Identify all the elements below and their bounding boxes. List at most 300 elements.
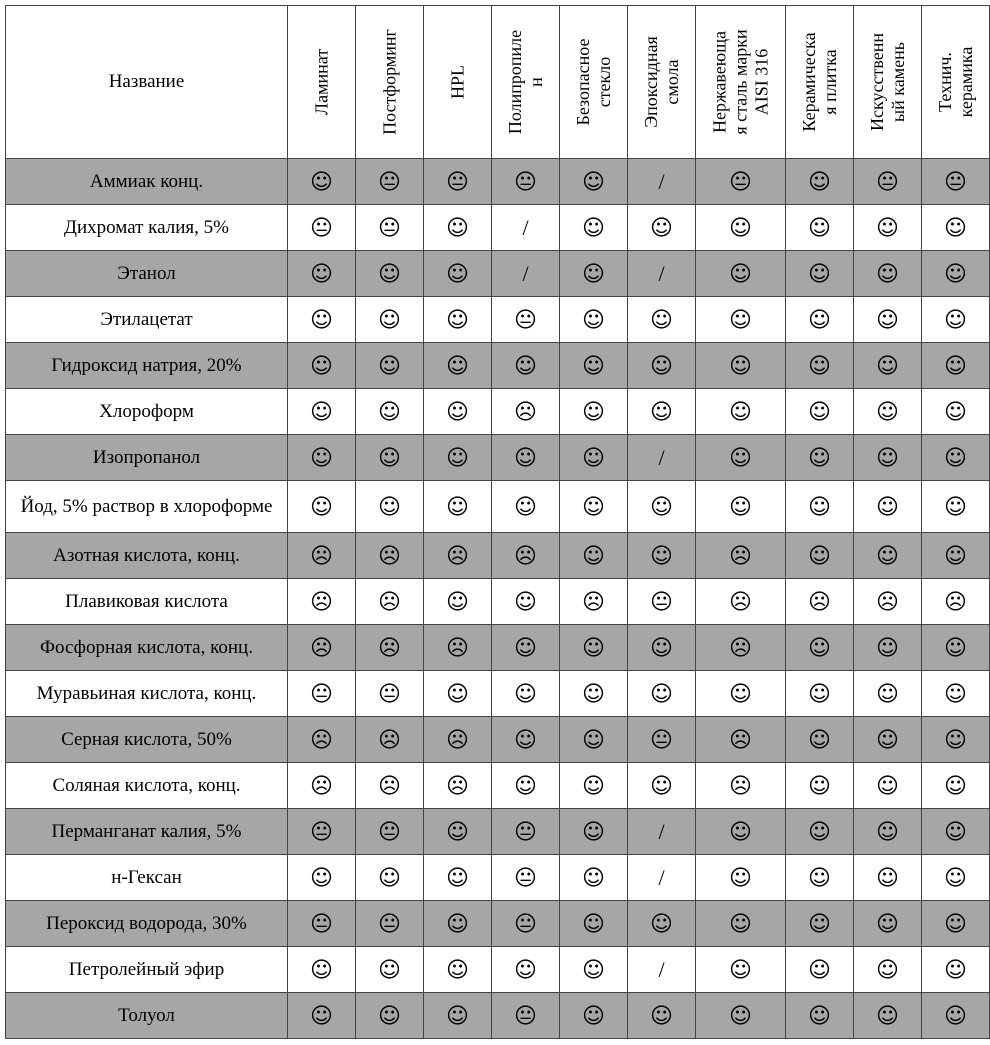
rating-cell [922,159,990,205]
smile-icon: ☺ [514,773,537,799]
material-header [356,6,424,159]
rating-cell [560,481,628,533]
smile-icon: ☺ [944,773,967,799]
smile-icon: ☺ [876,353,899,379]
not-applicable-mark: / [658,444,665,470]
smile-icon: ☺ [729,681,752,707]
material-header-label: Безопасное стекло [572,38,614,126]
smile-icon: ☺ [446,445,469,471]
smile-icon: ☺ [650,215,673,241]
smile-icon: ☺ [446,1003,469,1029]
rating-cell [356,625,424,671]
smile-icon: ☺ [944,957,967,983]
smile-icon: ☺ [808,169,831,195]
rating-cell [696,763,786,809]
smile-icon: ☺ [650,681,673,707]
rating-cell [696,625,786,671]
rating-cell [424,809,492,855]
smile-icon: ☺ [944,865,967,891]
smile-icon: ☺ [582,819,605,845]
neutral-face-icon: 😐 [729,169,752,195]
header-row [6,6,990,159]
frown-icon: ☹ [446,727,469,753]
rating-cell [288,389,356,435]
smile-icon: ☺ [582,261,605,287]
rating-cell [786,481,854,533]
rating-cell [786,993,854,1039]
rating-cell [288,205,356,251]
rating-cell [424,159,492,205]
rating-cell [492,671,560,717]
chemical-name: Дихромат калия, 5% [6,205,288,251]
rating-cell [424,251,492,297]
rating-cell [628,625,696,671]
rating-cell [560,993,628,1039]
smile-icon: ☺ [310,445,333,471]
rating-cell [854,671,922,717]
rating-cell [560,947,628,993]
rating-cell [560,717,628,763]
rating-cell [922,389,990,435]
smile-icon: ☺ [310,353,333,379]
chemical-name: н-Гексан [6,855,288,901]
smile-icon: ☺ [310,494,333,520]
frown-icon: ☹ [729,773,752,799]
smile-icon: ☺ [808,543,831,569]
table-row [6,763,990,809]
rating-cell [492,251,560,297]
frown-icon: ☹ [310,543,333,569]
rating-cell [786,625,854,671]
rating-cell [492,435,560,481]
rating-cell [854,389,922,435]
neutral-face-icon: 😐 [378,911,401,937]
rating-cell [492,901,560,947]
table-row [6,481,990,533]
rating-cell [628,159,696,205]
smile-icon: ☺ [310,399,333,425]
smile-icon: ☺ [650,635,673,661]
rating-cell [922,671,990,717]
neutral-face-icon: 😐 [378,215,401,241]
rating-cell [356,251,424,297]
frown-icon: ☹ [876,589,899,615]
rating-cell [356,901,424,947]
smile-icon: ☺ [446,681,469,707]
rating-cell [424,717,492,763]
rating-cell [424,671,492,717]
smile-icon: ☺ [650,773,673,799]
material-header [854,6,922,159]
rating-cell [288,717,356,763]
rating-cell [288,481,356,533]
smile-icon: ☺ [729,399,752,425]
neutral-face-icon: 😐 [650,589,673,615]
rating-cell [922,481,990,533]
smile-icon: ☺ [876,215,899,241]
table-row [6,205,990,251]
smile-icon: ☺ [446,215,469,241]
smile-icon: ☺ [944,307,967,333]
frown-icon: ☹ [582,589,605,615]
rating-cell [424,205,492,251]
rating-cell [492,297,560,343]
rating-cell [854,251,922,297]
smile-icon: ☺ [310,307,333,333]
rating-cell [628,763,696,809]
rating-cell [560,533,628,579]
rating-cell [922,533,990,579]
rating-cell [492,159,560,205]
not-applicable-mark: / [522,260,529,286]
smile-icon: ☺ [944,353,967,379]
rating-cell [288,297,356,343]
smile-icon: ☺ [808,445,831,471]
smile-icon: ☺ [944,215,967,241]
rating-cell [922,809,990,855]
rating-cell [356,159,424,205]
smile-icon: ☺ [876,819,899,845]
neutral-face-icon: 😐 [514,819,537,845]
rating-cell [628,481,696,533]
smile-icon: ☺ [729,957,752,983]
rating-cell [424,901,492,947]
frown-icon: ☹ [446,773,469,799]
frown-icon: ☹ [378,543,401,569]
rating-cell [786,901,854,947]
smile-icon: ☺ [876,445,899,471]
neutral-face-icon: 😐 [514,1003,537,1029]
rating-cell [628,855,696,901]
chemical-name: Муравьиная кислота, конц. [6,671,288,717]
rating-cell [560,625,628,671]
rating-cell [786,763,854,809]
smile-icon: ☺ [582,727,605,753]
smile-icon: ☺ [808,1003,831,1029]
smile-icon: ☺ [582,635,605,661]
rating-cell [288,251,356,297]
rating-cell [854,481,922,533]
rating-cell [696,901,786,947]
rating-cell [922,297,990,343]
smile-icon: ☺ [876,1003,899,1029]
smile-icon: ☺ [876,957,899,983]
table-row [6,993,990,1039]
rating-cell [786,435,854,481]
smile-icon: ☺ [446,911,469,937]
smile-icon: ☺ [808,261,831,287]
frown-icon: ☹ [514,543,537,569]
smile-icon: ☺ [446,957,469,983]
smile-icon: ☺ [876,399,899,425]
frown-icon: ☹ [729,543,752,569]
rating-cell [288,533,356,579]
smile-icon: ☺ [582,494,605,520]
rating-cell [356,763,424,809]
rating-cell [492,481,560,533]
smile-icon: ☺ [582,865,605,891]
smile-icon: ☺ [310,865,333,891]
rating-cell [424,763,492,809]
chemical-name: Фосфорная кислота, конц. [6,625,288,671]
chemical-name: Изопропанол [6,435,288,481]
rating-cell [628,389,696,435]
rating-cell [922,855,990,901]
frown-icon: ☹ [310,773,333,799]
rating-cell [492,809,560,855]
rating-cell [356,435,424,481]
rating-cell [424,533,492,579]
rating-cell [696,533,786,579]
smile-icon: ☺ [446,494,469,520]
smile-icon: ☺ [582,1003,605,1029]
rating-cell [356,993,424,1039]
chemical-name: Плавиковая кислота [6,579,288,625]
frown-icon: ☹ [446,635,469,661]
rating-cell [356,809,424,855]
smile-icon: ☺ [378,494,401,520]
frown-icon: ☹ [378,773,401,799]
smile-icon: ☺ [729,353,752,379]
rating-cell [356,343,424,389]
rating-cell [696,481,786,533]
rating-cell [424,343,492,389]
rating-cell [854,717,922,763]
smile-icon: ☺ [650,911,673,937]
not-applicable-mark: / [522,214,529,240]
rating-cell [492,579,560,625]
rating-cell [628,205,696,251]
smile-icon: ☺ [650,307,673,333]
rating-cell [854,435,922,481]
material-header [492,6,560,159]
smile-icon: ☺ [582,169,605,195]
rating-cell [288,855,356,901]
smile-icon: ☺ [446,261,469,287]
rating-cell [922,435,990,481]
smile-icon: ☺ [729,865,752,891]
smile-icon: ☺ [944,1003,967,1029]
rating-cell [628,251,696,297]
rating-cell [356,579,424,625]
smile-icon: ☺ [310,957,333,983]
name-column-header: Название [6,6,288,159]
neutral-face-icon: 😐 [378,681,401,707]
rating-cell [786,947,854,993]
rating-cell [288,993,356,1039]
rating-cell [356,855,424,901]
frown-icon: ☹ [310,727,333,753]
rating-cell [854,901,922,947]
rating-cell [696,717,786,763]
rating-cell [696,579,786,625]
rating-cell [356,481,424,533]
table-row [6,717,990,763]
rating-cell [356,297,424,343]
rating-cell [560,297,628,343]
not-applicable-mark: / [658,168,665,194]
rating-cell [424,481,492,533]
smile-icon: ☺ [514,727,537,753]
smile-icon: ☺ [729,911,752,937]
rating-cell [922,205,990,251]
smile-icon: ☺ [582,957,605,983]
table-body [6,159,990,1039]
chemical-name: Перманганат калия, 5% [6,809,288,855]
neutral-face-icon: 😐 [514,169,537,195]
smile-icon: ☺ [582,911,605,937]
rating-cell [628,533,696,579]
smile-icon: ☺ [446,589,469,615]
rating-cell [854,855,922,901]
smile-icon: ☺ [378,1003,401,1029]
rating-cell [492,717,560,763]
frown-icon: ☹ [310,589,333,615]
rating-cell [492,625,560,671]
smile-icon: ☺ [876,635,899,661]
rating-cell [854,579,922,625]
rating-cell [424,993,492,1039]
rating-cell [786,717,854,763]
table-row [6,389,990,435]
neutral-face-icon: 😐 [446,169,469,195]
smile-icon: ☺ [582,307,605,333]
rating-cell [560,763,628,809]
smile-icon: ☺ [514,494,537,520]
neutral-face-icon: 😐 [310,215,333,241]
smile-icon: ☺ [808,399,831,425]
rating-cell [560,809,628,855]
smile-icon: ☺ [310,261,333,287]
rating-cell [696,855,786,901]
material-header-label: Технич. керамика [934,46,976,118]
rating-cell [696,993,786,1039]
rating-cell [288,343,356,389]
chemical-name: Гидроксид натрия, 20% [6,343,288,389]
smile-icon: ☺ [808,635,831,661]
smile-icon: ☺ [650,1003,673,1029]
rating-cell [922,901,990,947]
table-row [6,159,990,205]
rating-cell [854,809,922,855]
rating-cell [356,671,424,717]
rating-cell [560,159,628,205]
smile-icon: ☺ [944,681,967,707]
rating-cell [560,205,628,251]
rating-cell [696,159,786,205]
table-row [6,671,990,717]
smile-icon: ☺ [729,1003,752,1029]
smile-icon: ☺ [876,261,899,287]
smile-icon: ☺ [514,589,537,615]
rating-cell [628,717,696,763]
rating-cell [560,901,628,947]
rating-cell [356,717,424,763]
frown-icon: ☹ [729,635,752,661]
rating-cell [356,389,424,435]
smile-icon: ☺ [378,957,401,983]
material-header-label: Полипропиле н [504,29,546,135]
rating-cell [854,763,922,809]
rating-cell [492,205,560,251]
smile-icon: ☺ [944,494,967,520]
rating-cell [560,435,628,481]
rating-cell [628,343,696,389]
rating-cell [854,533,922,579]
rating-cell [786,159,854,205]
rating-cell [854,947,922,993]
neutral-face-icon: 😐 [514,911,537,937]
table-row [6,625,990,671]
smile-icon: ☺ [514,635,537,661]
rating-cell [628,901,696,947]
chemical-name: Этанол [6,251,288,297]
smile-icon: ☺ [582,399,605,425]
neutral-face-icon: 😐 [378,819,401,845]
rating-cell [786,855,854,901]
smile-icon: ☺ [944,911,967,937]
table-row [6,533,990,579]
table-row [6,251,990,297]
rating-cell [492,763,560,809]
smile-icon: ☺ [808,865,831,891]
chemical-name: Аммиак конц. [6,159,288,205]
smile-icon: ☺ [729,261,752,287]
neutral-face-icon: 😐 [310,911,333,937]
rating-cell [922,947,990,993]
table-row [6,855,990,901]
rating-cell [560,389,628,435]
rating-cell [696,435,786,481]
table-row [6,947,990,993]
rating-cell [696,251,786,297]
neutral-face-icon: 😐 [876,169,899,195]
rating-cell [854,297,922,343]
rating-cell [696,297,786,343]
chemical-name: Соляная кислота, конц. [6,763,288,809]
frown-icon: ☹ [378,589,401,615]
rating-cell [424,855,492,901]
not-applicable-mark: / [658,818,665,844]
rating-cell [424,625,492,671]
rating-cell [696,671,786,717]
rating-cell [786,205,854,251]
chemical-name: Серная кислота, 50% [6,717,288,763]
frown-icon: ☹ [808,589,831,615]
neutral-face-icon: 😐 [378,169,401,195]
not-applicable-mark: / [658,864,665,890]
table-row [6,435,990,481]
smile-icon: ☺ [514,353,537,379]
neutral-face-icon: 😐 [514,307,537,333]
rating-cell [696,389,786,435]
rating-cell [356,205,424,251]
rating-cell [560,251,628,297]
rating-cell [492,855,560,901]
not-applicable-mark: / [658,260,665,286]
rating-cell [922,763,990,809]
table-row [6,297,990,343]
table-row [6,579,990,625]
chemical-name: Йод, 5% раствор в хлороформе [6,481,288,533]
frown-icon: ☹ [944,589,967,615]
neutral-face-icon: 😐 [310,819,333,845]
smile-icon: ☺ [446,353,469,379]
material-header-label: Эпоксидная смола [640,36,682,128]
smile-icon: ☺ [650,543,673,569]
smile-icon: ☺ [582,445,605,471]
smile-icon: ☺ [514,445,537,471]
